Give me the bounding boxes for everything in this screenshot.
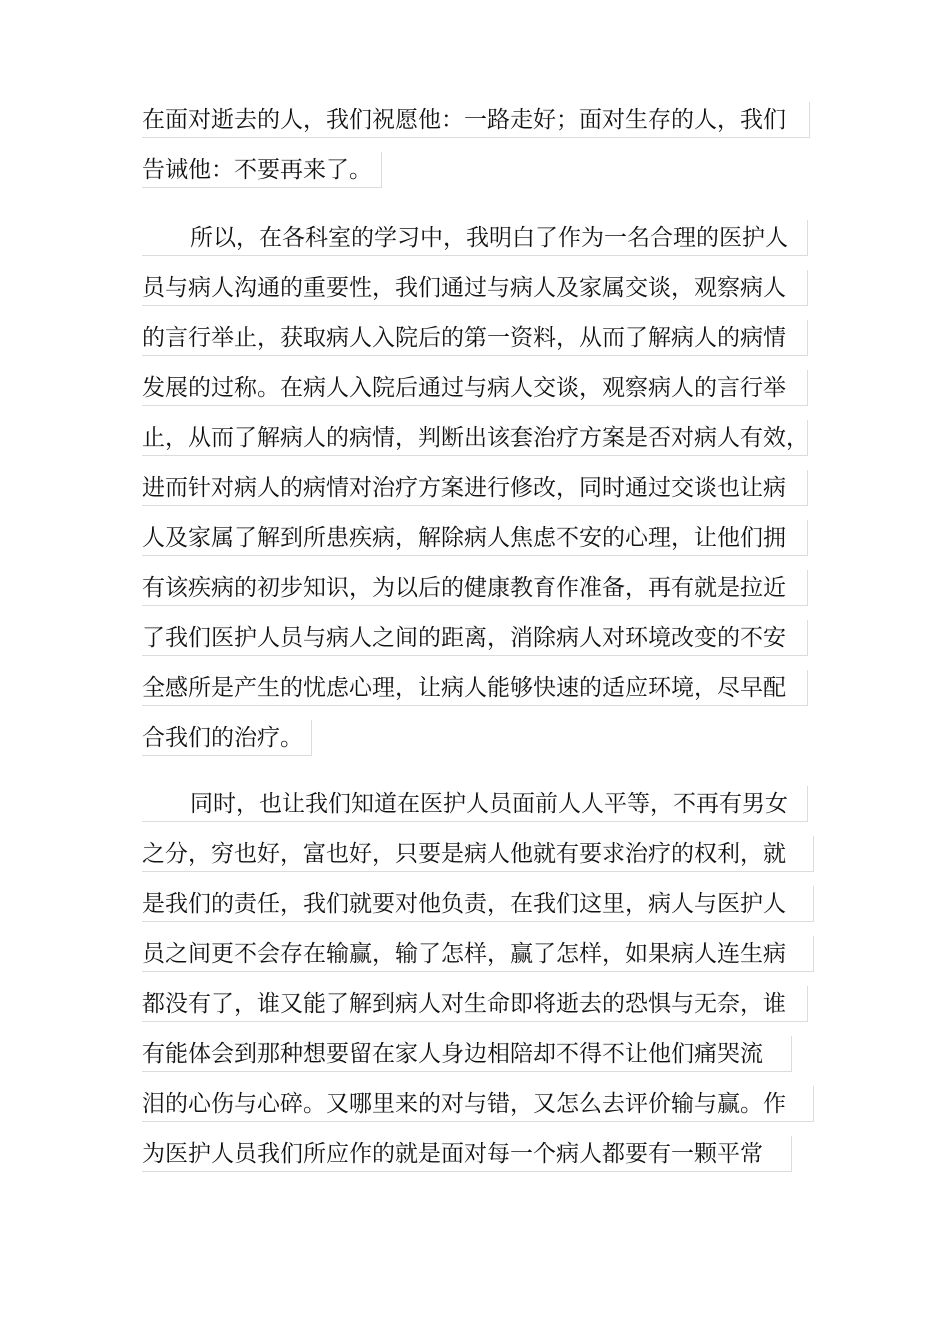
text-line: 全感所是产生的忧虑心理，让病人能够快速的适应环境，尽早配 bbox=[142, 670, 808, 706]
text-line: 合我们的治疗。 bbox=[142, 720, 312, 756]
text-line: 员与病人沟通的重要性，我们通过与病人及家属交谈，观察病人 bbox=[142, 270, 808, 306]
text-line: 告诫他：不要再来了。 bbox=[142, 152, 382, 188]
text-line: 都没有了，谁又能了解到病人对生命即将逝去的恐惧与无奈，谁 bbox=[142, 986, 808, 1022]
text-line: 止，从而了解病人的病情，判断出该套治疗方案是否对病人有效， bbox=[142, 420, 808, 456]
text-line: 之分，穷也好，富也好，只要是病人他就有要求治疗的权利，就 bbox=[142, 836, 814, 872]
text-line: 了我们医护人员与病人之间的距离，消除病人对环境改变的不安 bbox=[142, 620, 808, 656]
text-line: 为医护人员我们所应作的就是面对每一个病人都要有一颗平常 bbox=[142, 1136, 792, 1172]
text-line: 同时，也让我们知道在医护人员面前人人平等，不再有男女 bbox=[142, 786, 808, 822]
text-line: 有该疾病的初步知识，为以后的健康教育作准备，再有就是拉近 bbox=[142, 570, 808, 606]
text-line: 在面对逝去的人，我们祝愿他：一路走好；面对生存的人，我们 bbox=[142, 102, 810, 138]
text-line: 所以，在各科室的学习中，我明白了作为一名合理的医护人 bbox=[142, 220, 808, 256]
text-line: 进而针对病人的病情对治疗方案进行修改，同时通过交谈也让病 bbox=[142, 470, 808, 506]
text-line: 有能体会到那种想要留在家人身边相陪却不得不让他们痛哭流 bbox=[142, 1036, 792, 1072]
text-line: 的言行举止，获取病人入院后的第一资料，从而了解病人的病情 bbox=[142, 320, 808, 356]
text-line: 人及家属了解到所患疾病，解除病人焦虑不安的心理，让他们拥 bbox=[142, 520, 808, 556]
text-line: 泪的心伤与心碎。又哪里来的对与错，又怎么去评价输与赢。作 bbox=[142, 1086, 814, 1122]
text-line: 员之间更不会存在输赢，输了怎样，赢了怎样，如果病人连生病 bbox=[142, 936, 814, 972]
text-line: 是我们的责任，我们就要对他负责，在我们这里，病人与医护人 bbox=[142, 886, 814, 922]
text-line: 发展的过称。在病人入院后通过与病人交谈，观察病人的言行举 bbox=[142, 370, 808, 406]
